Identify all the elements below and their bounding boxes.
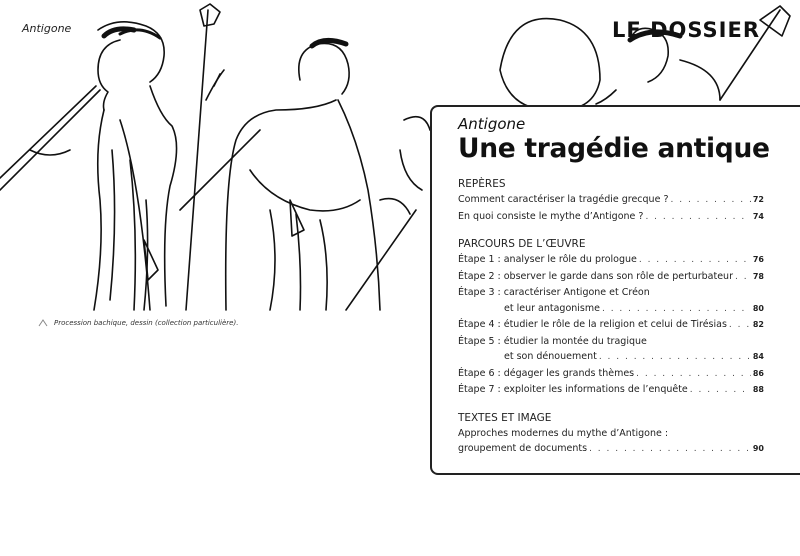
page-number: 90 — [752, 444, 764, 453]
toc-entry-continued[interactable]: et leur antagonisme . . . 80 — [458, 301, 764, 318]
toc-title: Une tragédie antique — [458, 133, 770, 164]
toc-entry[interactable]: Étape 7 : exploiter les informations de l’enquête . . . 88 — [458, 382, 764, 399]
page-number: 82 — [752, 320, 764, 329]
page-number: 88 — [752, 385, 764, 394]
page-number: 76 — [752, 255, 764, 264]
toc-entry[interactable]: Comment caractériser la tragédie grecque ? . . . 72 — [458, 192, 764, 209]
toc-entry[interactable]: Étape 2 : observer le garde dans son rôle de perturbateur . . . 78 — [458, 269, 764, 286]
caption-text: Procession bachique, dessin (collection particulière). — [54, 319, 239, 327]
page-number: 74 — [752, 211, 764, 221]
section-heading-parcours: PARCOURS DE L’ŒUVRE — [458, 238, 586, 250]
toc-entry[interactable]: Approches modernes du mythe d’Antigone : — [458, 427, 669, 439]
section-heading-textes: TEXTES ET IMAGE — [458, 411, 552, 424]
running-head: Antigone — [22, 22, 72, 35]
toc-subtitle: Antigone — [458, 115, 526, 133]
toc-entry[interactable]: Étape 5 : étudier la montée du tragique — [458, 335, 647, 347]
page-number: 78 — [752, 271, 764, 281]
page-number: 72 — [752, 195, 764, 204]
table-of-contents — [430, 105, 800, 475]
toc-entry[interactable]: Étape 6 : dégager les grands thèmes . . . 86 — [458, 366, 764, 383]
toc-entry[interactable]: En quoi consiste le mythe d’Antigone ? . . . 74 — [458, 209, 764, 226]
toc-entry[interactable]: Étape 3 : caractériser Antigone et Créon — [458, 287, 650, 298]
toc-entry[interactable]: groupement de documents . . . 90 — [458, 441, 764, 458]
illustration-caption — [38, 319, 238, 327]
caption-marker-icon — [38, 319, 48, 327]
toc-entry[interactable]: Étape 1 : analyser le rôle du prologue . . . 76 — [458, 252, 764, 269]
toc-entry-continued[interactable]: et son dénouement . . . 84 — [458, 349, 764, 366]
page-number: 84 — [752, 352, 764, 361]
dossier-label: LE DOSSIER — [612, 18, 760, 42]
toc-entry[interactable]: Étape 4 : étudier le rôle de la religion et celui de Tirésias . . . 82 — [458, 317, 764, 334]
section-heading-reperes: REPÈRES — [458, 178, 506, 190]
page-number: 86 — [752, 368, 764, 378]
page-number: 80 — [752, 303, 764, 313]
